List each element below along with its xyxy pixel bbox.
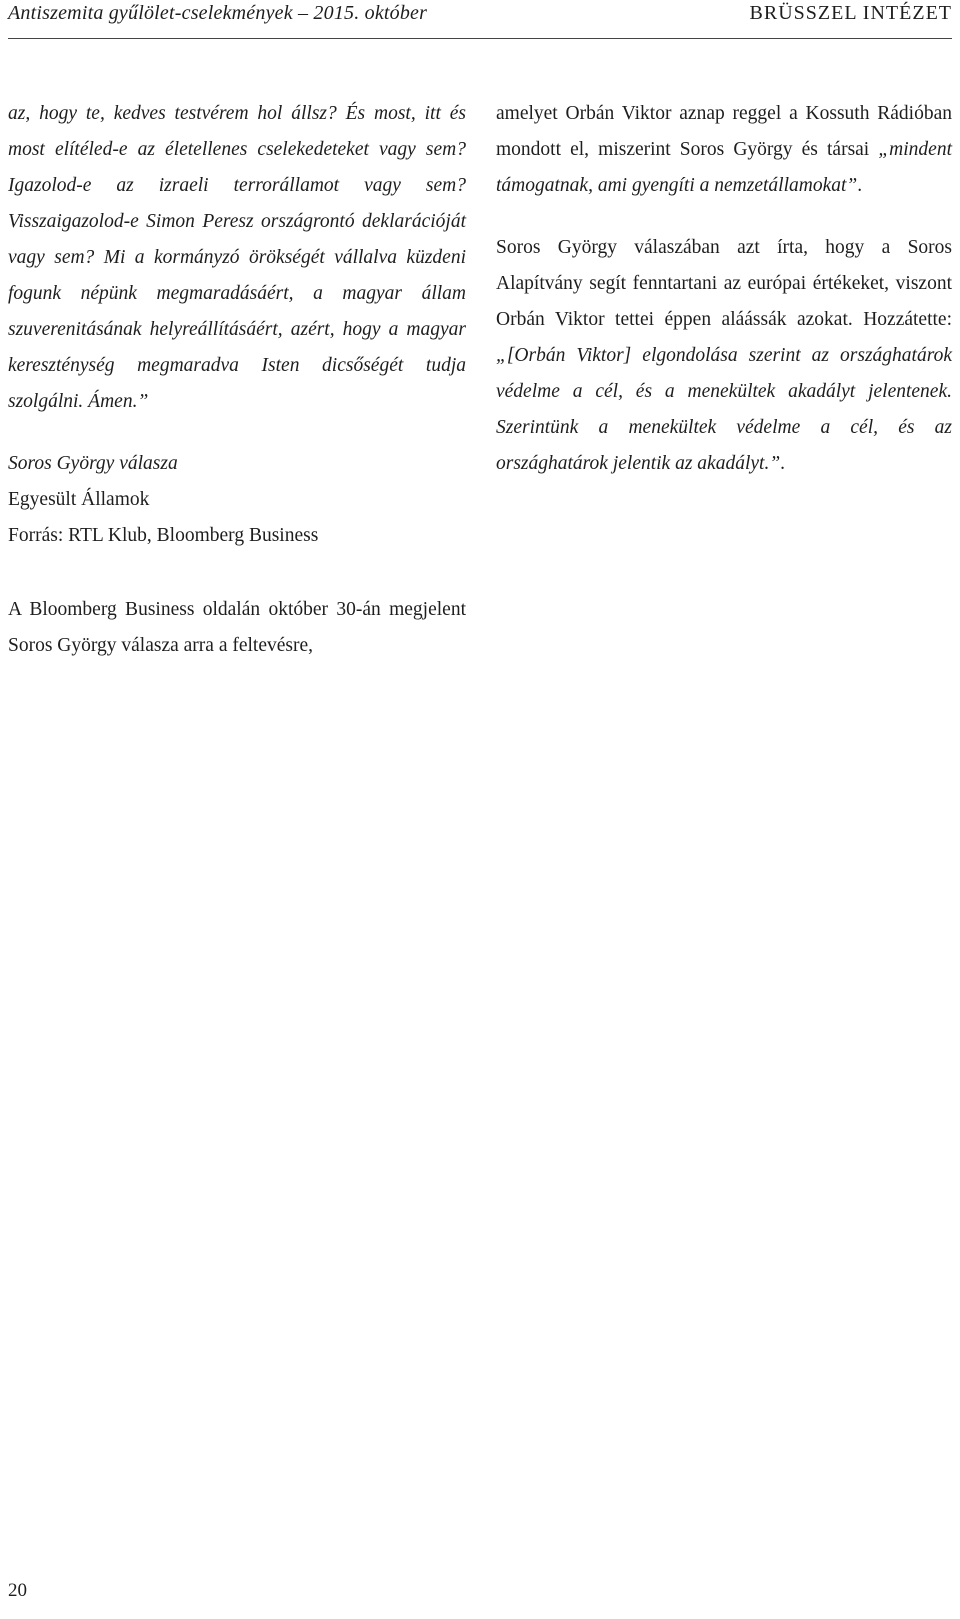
header-publication-title: Antiszemita gyűlölet-cselekmények – 2015. október [8,2,428,24]
paragraph-gap [496,204,952,230]
header-divider [8,38,952,39]
paragraph-text: Soros György válaszában azt írta, hogy a Soros Alapítvány segít fenntartani az európai értékeket, viszont Orbán Viktor tettei éppen aláássák azokat. Hozzátette: [496,237,952,330]
body-paragraph-orban-claim [496,96,952,204]
italic-quotation: „mindent támogatnak, ami gyengíti a nemzetállamokat” [496,139,952,196]
section-country: Egyesült Államok [8,489,150,510]
paragraph-punctuation: . [780,453,786,474]
right-column [496,96,952,482]
body-paragraph-soros-reply [496,230,952,482]
paragraph-punctuation: . [857,175,863,196]
paragraph-gap [8,420,466,446]
header-institute-name: BRÜSSZEL INTÉZET [749,2,952,24]
running-header [8,0,952,36]
left-column [8,96,466,554]
italic-quotation: „[Orbán Viktor] elgondolása szerint az országhatárok védelme a cél, és a menekültek akadályt jelentenek. Szerintünk a menekültek védelme a cél, és az országhatárok jelentik az akadályt.” [496,345,952,474]
section-source: Forrás: RTL Klub, Bloomberg Business [8,525,319,546]
quoted-prayer-text: az, hogy te, kedves testvérem hol állsz? És most, itt és most elítéled-e az életellenes cselekedeteket vagy sem? Igazolod-e az izraeli terrorállamot vagy sem? Visszaigazolod-e Simon Peresz országrontó deklarációját vagy sem? Mi a kormányzó örökségét vállalva küzdeni fogunk népünk megmaradásáért, a magyar állam szuverenitásának helyreállításáért, azért, hogy a magyar kereszténység megmaradva Isten dicsőségét tudja szolgálni. Ámen.” [8,103,466,412]
body-paragraph-bloomberg: A Bloomberg Business oldalán október 30-án megjelent Soros György válasza arra a feltevésre, [8,599,466,656]
paragraph-text: amelyet Orbán Viktor aznap reggel a Kossuth Rádióban mondott el, miszerint Soros György és társai [496,103,952,160]
page-number: 20 [8,1580,27,1601]
section-heading: Soros György válasza [8,453,178,474]
